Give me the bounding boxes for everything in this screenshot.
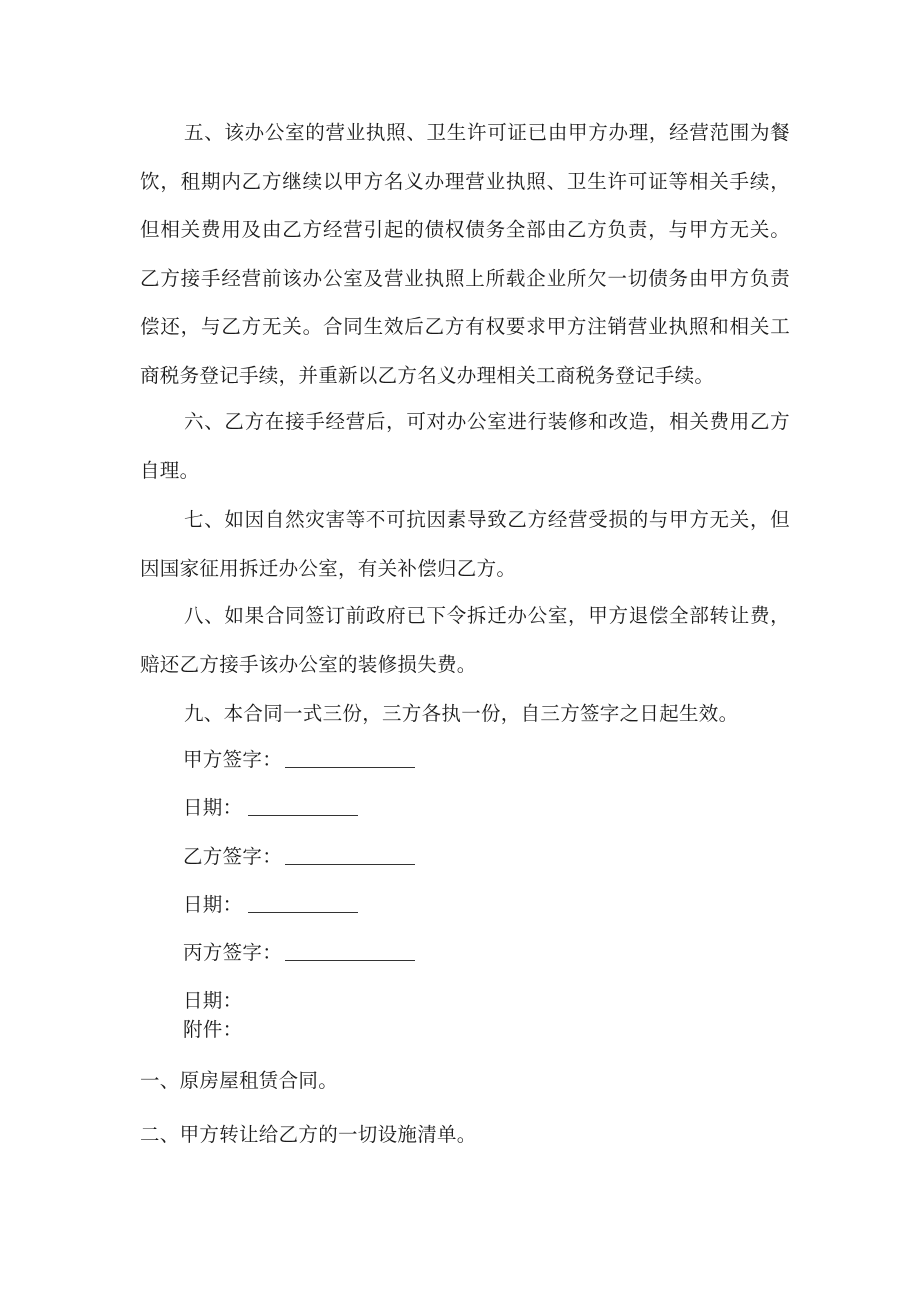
party-a-signature-blank[interactable] — [285, 767, 415, 768]
party-a-signature-label: 甲方签字： — [183, 748, 283, 771]
date-2-blank[interactable] — [248, 912, 358, 913]
clause-6: 六、乙方在接手经营后，可对办公室进行装修和改造，相关费用乙方自理。 — [140, 410, 790, 482]
attachment-item-2: 二、甲方转让给乙方的一切设施清单。 — [140, 1123, 477, 1146]
party-c-signature-blank[interactable] — [285, 960, 415, 961]
date-1-blank[interactable] — [248, 815, 358, 816]
date-3-label: 日期： — [183, 989, 243, 1012]
date-2-label: 日期： — [183, 893, 243, 916]
party-b-signature-label: 乙方签字： — [183, 845, 283, 868]
clause-9: 九、本合同一式三份，三方各执一份，自三方签字之日起生效。 — [184, 702, 739, 725]
party-b-signature-row — [183, 842, 282, 872]
party-c-signature-row — [183, 938, 282, 968]
clause-8: 八、如果合同签订前政府已下令拆迁办公室，甲方退偿全部转让费，赔还乙方接手该办公室的装修损失费。 — [140, 604, 790, 676]
clause-5: 五、该办公室的营业执照、卫生许可证已由甲方办理，经营范围为餐饮，租期内乙方继续以甲方名义办理营业执照、卫生许可证等相关手续，但相关费用及由乙方经营引起的债权债务全部由乙方负责，与甲方无关。乙方接手经营前该办公室及营业执照上所载企业所欠一切债务由甲方负责偿还，与乙方无关。合同生效后乙方有权要求甲方注销营业执照和相关工商税务登记手续，并重新以乙方名义办理相关工商税务登记手续。 — [140, 121, 790, 387]
date-1-row — [183, 793, 242, 823]
clause-7: 七、如因自然灾害等不可抗因素导致乙方经营受损的与甲方无关，但因国家征用拆迁办公室，有关补偿归乙方。 — [140, 508, 790, 580]
party-a-signature-row — [183, 745, 282, 775]
date-1-label: 日期： — [183, 796, 243, 819]
date-2-row — [183, 890, 242, 920]
attachments-heading: 附件： — [183, 1018, 243, 1041]
party-b-signature-blank[interactable] — [285, 864, 415, 865]
party-c-signature-label: 丙方签字： — [183, 941, 283, 964]
attachment-item-1: 一、原房屋租赁合同。 — [140, 1069, 339, 1092]
